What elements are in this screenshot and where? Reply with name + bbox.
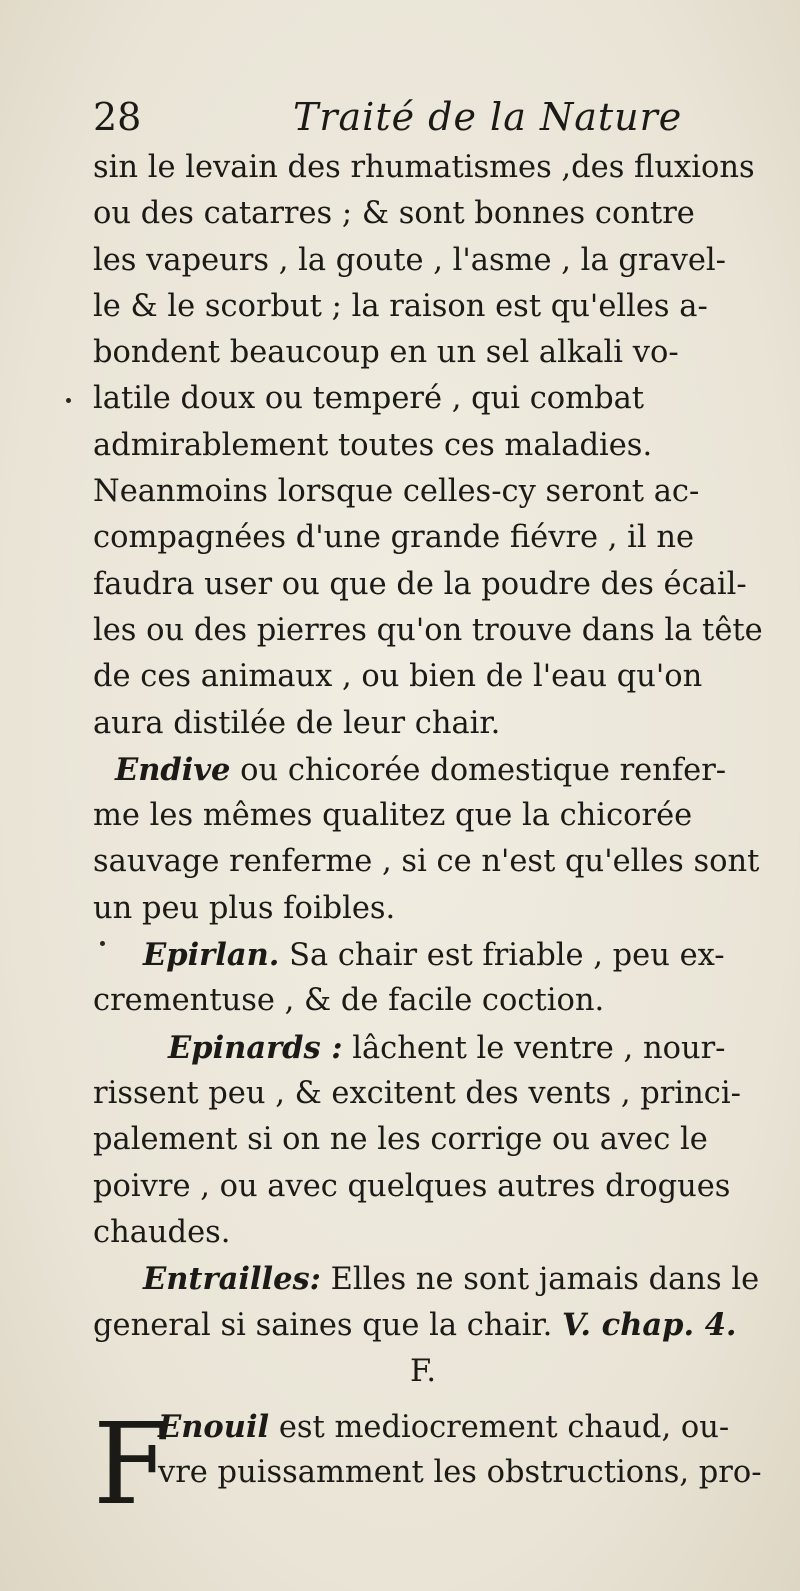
- margin-mark: [100, 941, 105, 946]
- entry-epirlan: [93, 932, 773, 978]
- section-letter: F.: [409, 1353, 437, 1389]
- entry-fenouil: [158, 1404, 729, 1451]
- text-line: de ces animaux , ou bien de l'eau qu'on: [93, 659, 703, 695]
- text-line: bondent beaucoup en un sel alkali vo-: [93, 335, 679, 371]
- page-header: [93, 92, 693, 142]
- text-line: admirablement toutes ces maladies.: [93, 427, 653, 463]
- text-line: les ou des pierres qu'on trouve dans la tête: [93, 612, 763, 648]
- cross-reference: V. chap. 4.: [562, 1307, 737, 1344]
- entry-endive: [93, 747, 773, 793]
- text-line: les vapeurs , la goute , l'asme , la gravel-: [93, 242, 726, 278]
- entry-epinards: [93, 1025, 773, 1071]
- entry-term: Epinards :: [168, 1029, 343, 1066]
- entry-text: ou chicorée domestique renfer-: [230, 752, 727, 788]
- entry-text: Elles ne sont jamais dans le: [320, 1262, 760, 1298]
- entry-term: Enouil: [158, 1409, 270, 1445]
- text-line: sin le levain des rhumatismes ,des fluxions: [93, 150, 755, 185]
- drop-cap: F: [93, 1400, 171, 1530]
- text-line: sauvage renferme , si ce n'est qu'elles sont: [93, 844, 760, 880]
- text-line: un peu plus foibles.: [93, 890, 396, 926]
- entry-text: general si saines que la chair.: [93, 1308, 563, 1344]
- margin-mark: [66, 398, 71, 403]
- page-number: 28: [93, 95, 142, 139]
- text-line: ou des catarres ; & sont bonnes contre: [93, 196, 695, 232]
- text-line: poivre , ou avec quelques autres drogues: [93, 1168, 731, 1204]
- text-line: vre puissamment les obstructions, pro-: [158, 1455, 762, 1490]
- text-line: aura distilée de leur chair.: [93, 705, 501, 741]
- entry-text: lâchent le ventre , nour-: [342, 1030, 726, 1066]
- text-line: faudra user ou que de la poudre des écail-: [93, 566, 747, 602]
- entry-term: Epirlan.: [143, 937, 280, 974]
- entry-text: Sa chair est friable , peu ex-: [279, 938, 725, 974]
- text-line: palement si on ne les corrige ou avec le: [93, 1122, 708, 1158]
- text-line: latile doux ou temperé , qui combat: [93, 381, 645, 417]
- text-line: Neanmoins lorsque celles-cy seront ac-: [93, 474, 700, 510]
- text-line: crementuse , & de facile coction.: [93, 983, 605, 1019]
- entry-entrailles: [93, 1256, 773, 1302]
- text-line: le & le scorbut ; la raison est qu'elles a-: [93, 288, 708, 324]
- body-text: [93, 145, 773, 1395]
- text-line: rissent peu , & excitent des vents , princi-: [93, 1075, 741, 1111]
- running-title: Traité de la Nature: [293, 95, 683, 139]
- text-line: chaudes.: [93, 1214, 231, 1250]
- text-line: me les mêmes qualitez que la chicorée: [93, 798, 693, 834]
- text-line: [93, 1302, 773, 1348]
- text-line: compagnées d'une grande fiévre , il ne: [93, 520, 695, 556]
- entry-text: est mediocrement chaud, ou-: [269, 1410, 730, 1445]
- entry-term: Endive: [115, 751, 231, 788]
- entry-term: Entrailles:: [143, 1261, 321, 1298]
